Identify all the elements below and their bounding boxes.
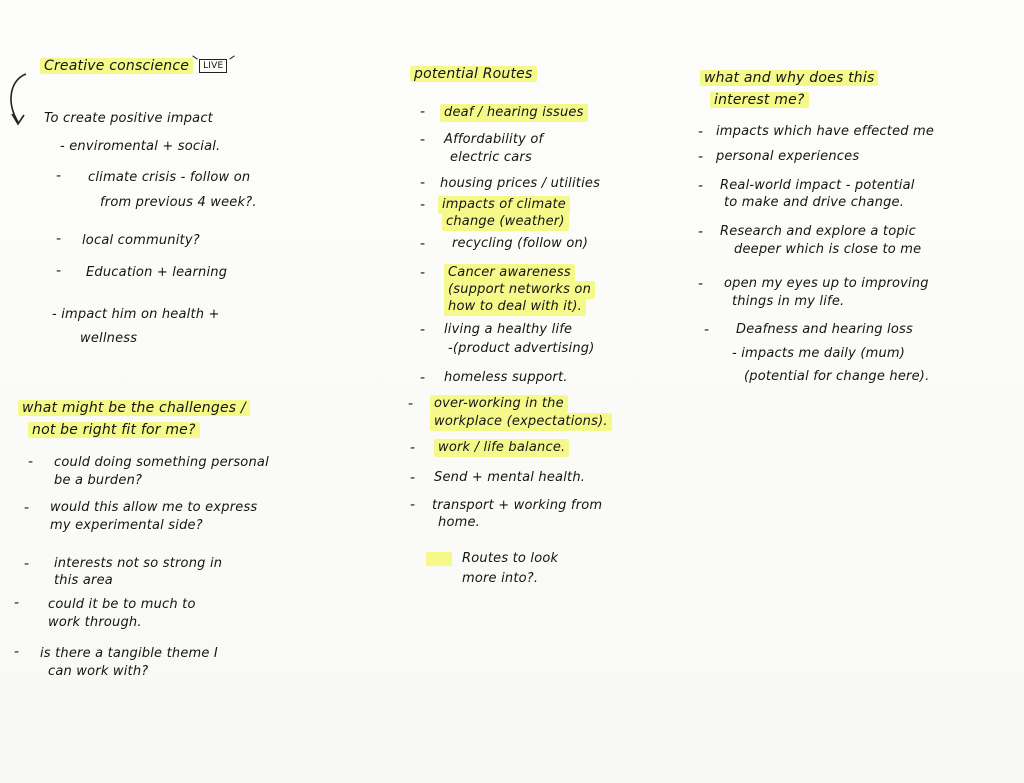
route-8: homeless support. xyxy=(444,370,568,385)
challenge-1b: be a burden? xyxy=(54,473,143,488)
bullet-dash: - xyxy=(704,322,710,338)
middle-title: potential Routes xyxy=(410,64,537,84)
routes-note: Routes to look xyxy=(462,551,559,566)
right-title-line-2: interest me? xyxy=(710,90,809,110)
bullet-dash: - xyxy=(56,263,62,279)
reason-3: Real-world impact - potential xyxy=(720,178,915,193)
routes-note-b: more into?. xyxy=(462,571,539,586)
bullet-dash: - xyxy=(698,149,704,165)
reason-5b: things in my life. xyxy=(732,294,845,309)
challenge-3: interests not so strong in xyxy=(54,556,223,571)
route-6b: (support networks on xyxy=(444,281,595,299)
route-7: living a healthy life xyxy=(444,322,573,337)
route-11: Send + mental health. xyxy=(434,470,586,485)
left-item-1: To create positive impact xyxy=(44,111,213,126)
bullet-dash: - xyxy=(420,175,426,191)
route-4: impacts of climate xyxy=(438,196,570,214)
challenge-2: would this allow me to express xyxy=(50,500,258,515)
live-badge: LIVE xyxy=(199,59,227,73)
reason-6c: (potential for change here). xyxy=(744,369,930,384)
route-12b: home. xyxy=(438,515,480,530)
curved-arrow-icon xyxy=(4,70,44,140)
bullet-dash: - xyxy=(24,500,30,516)
bullet-dash: - xyxy=(420,322,426,338)
reason-5: open my eyes up to improving xyxy=(724,276,929,291)
route-4b: change (weather) xyxy=(442,213,569,231)
bullet-dash: - xyxy=(24,556,30,572)
challenge-5b: can work with? xyxy=(48,664,149,679)
challenges-title-line-2: not be right fit for me? xyxy=(28,420,200,440)
route-5: recycling (follow on) xyxy=(452,236,589,251)
challenge-1: could doing something personal xyxy=(54,455,269,470)
challenges-title: what might be the challenges / xyxy=(18,398,250,418)
route-2: Affordability of xyxy=(444,132,544,147)
left-item-4: from previous 4 week?. xyxy=(100,195,257,210)
bullet-dash: - xyxy=(420,197,426,213)
reason-4: Research and explore a topic xyxy=(720,224,916,239)
left-title: Creative conscience LIVE xyxy=(40,56,227,76)
reason-6b: - impacts me daily (mum) xyxy=(732,346,906,361)
route-9b: workplace (expectations). xyxy=(430,413,612,431)
highlight-square-icon xyxy=(426,552,452,566)
bullet-dash: - xyxy=(410,470,416,486)
bullet-dash: - xyxy=(410,440,416,456)
reason-3b: to make and drive change. xyxy=(724,195,905,210)
reason-4b: deeper which is close to me xyxy=(734,242,922,257)
reason-1: impacts which have effected me xyxy=(716,124,935,139)
route-10: work / life balance. xyxy=(434,439,569,457)
route-6c: how to deal with it). xyxy=(444,298,586,316)
bullet-dash: - xyxy=(420,132,426,148)
bullet-dash: - xyxy=(698,178,704,194)
route-3: housing prices / utilities xyxy=(440,176,601,191)
left-item-5: local community? xyxy=(82,233,200,248)
left-item-8: wellness xyxy=(80,331,138,346)
right-title: what and why does this xyxy=(700,68,878,88)
bullet-dash: - xyxy=(410,497,416,513)
challenge-4b: work through. xyxy=(48,615,142,630)
bullet-dash: - xyxy=(408,396,414,412)
bullet-dash: - xyxy=(420,236,426,252)
route-9: over-working in the xyxy=(430,395,568,413)
left-item-2: - enviromental + social. xyxy=(60,139,221,154)
reason-6: Deafness and hearing loss xyxy=(736,322,913,337)
bullet-dash: - xyxy=(56,231,62,247)
challenge-3b: this area xyxy=(54,573,113,588)
bullet-dash: - xyxy=(420,265,426,281)
left-item-3: climate crisis - follow on xyxy=(88,170,251,185)
route-1: deaf / hearing issues xyxy=(440,104,588,122)
challenge-5: is there a tangible theme I xyxy=(40,646,218,661)
bullet-dash: - xyxy=(56,168,62,184)
challenge-2b: my experimental side? xyxy=(50,518,203,533)
bullet-dash: - xyxy=(14,644,20,660)
left-item-6: Education + learning xyxy=(86,265,228,280)
bullet-dash: - xyxy=(698,224,704,240)
route-2b: electric cars xyxy=(450,150,532,165)
bullet-dash: - xyxy=(420,104,426,120)
bullet-dash: - xyxy=(28,454,34,470)
left-item-7: - impact him on health + xyxy=(52,307,220,322)
bullet-dash: - xyxy=(698,276,704,292)
route-7b: -(product advertising) xyxy=(448,341,595,356)
route-12: transport + working from xyxy=(432,498,603,513)
reason-2: personal experiences xyxy=(716,149,860,164)
bullet-dash: - xyxy=(14,595,20,611)
route-6: Cancer awareness xyxy=(444,264,575,282)
bullet-dash: - xyxy=(698,124,704,140)
bullet-dash: - xyxy=(420,370,426,386)
challenge-4: could it be to much to xyxy=(48,597,196,612)
